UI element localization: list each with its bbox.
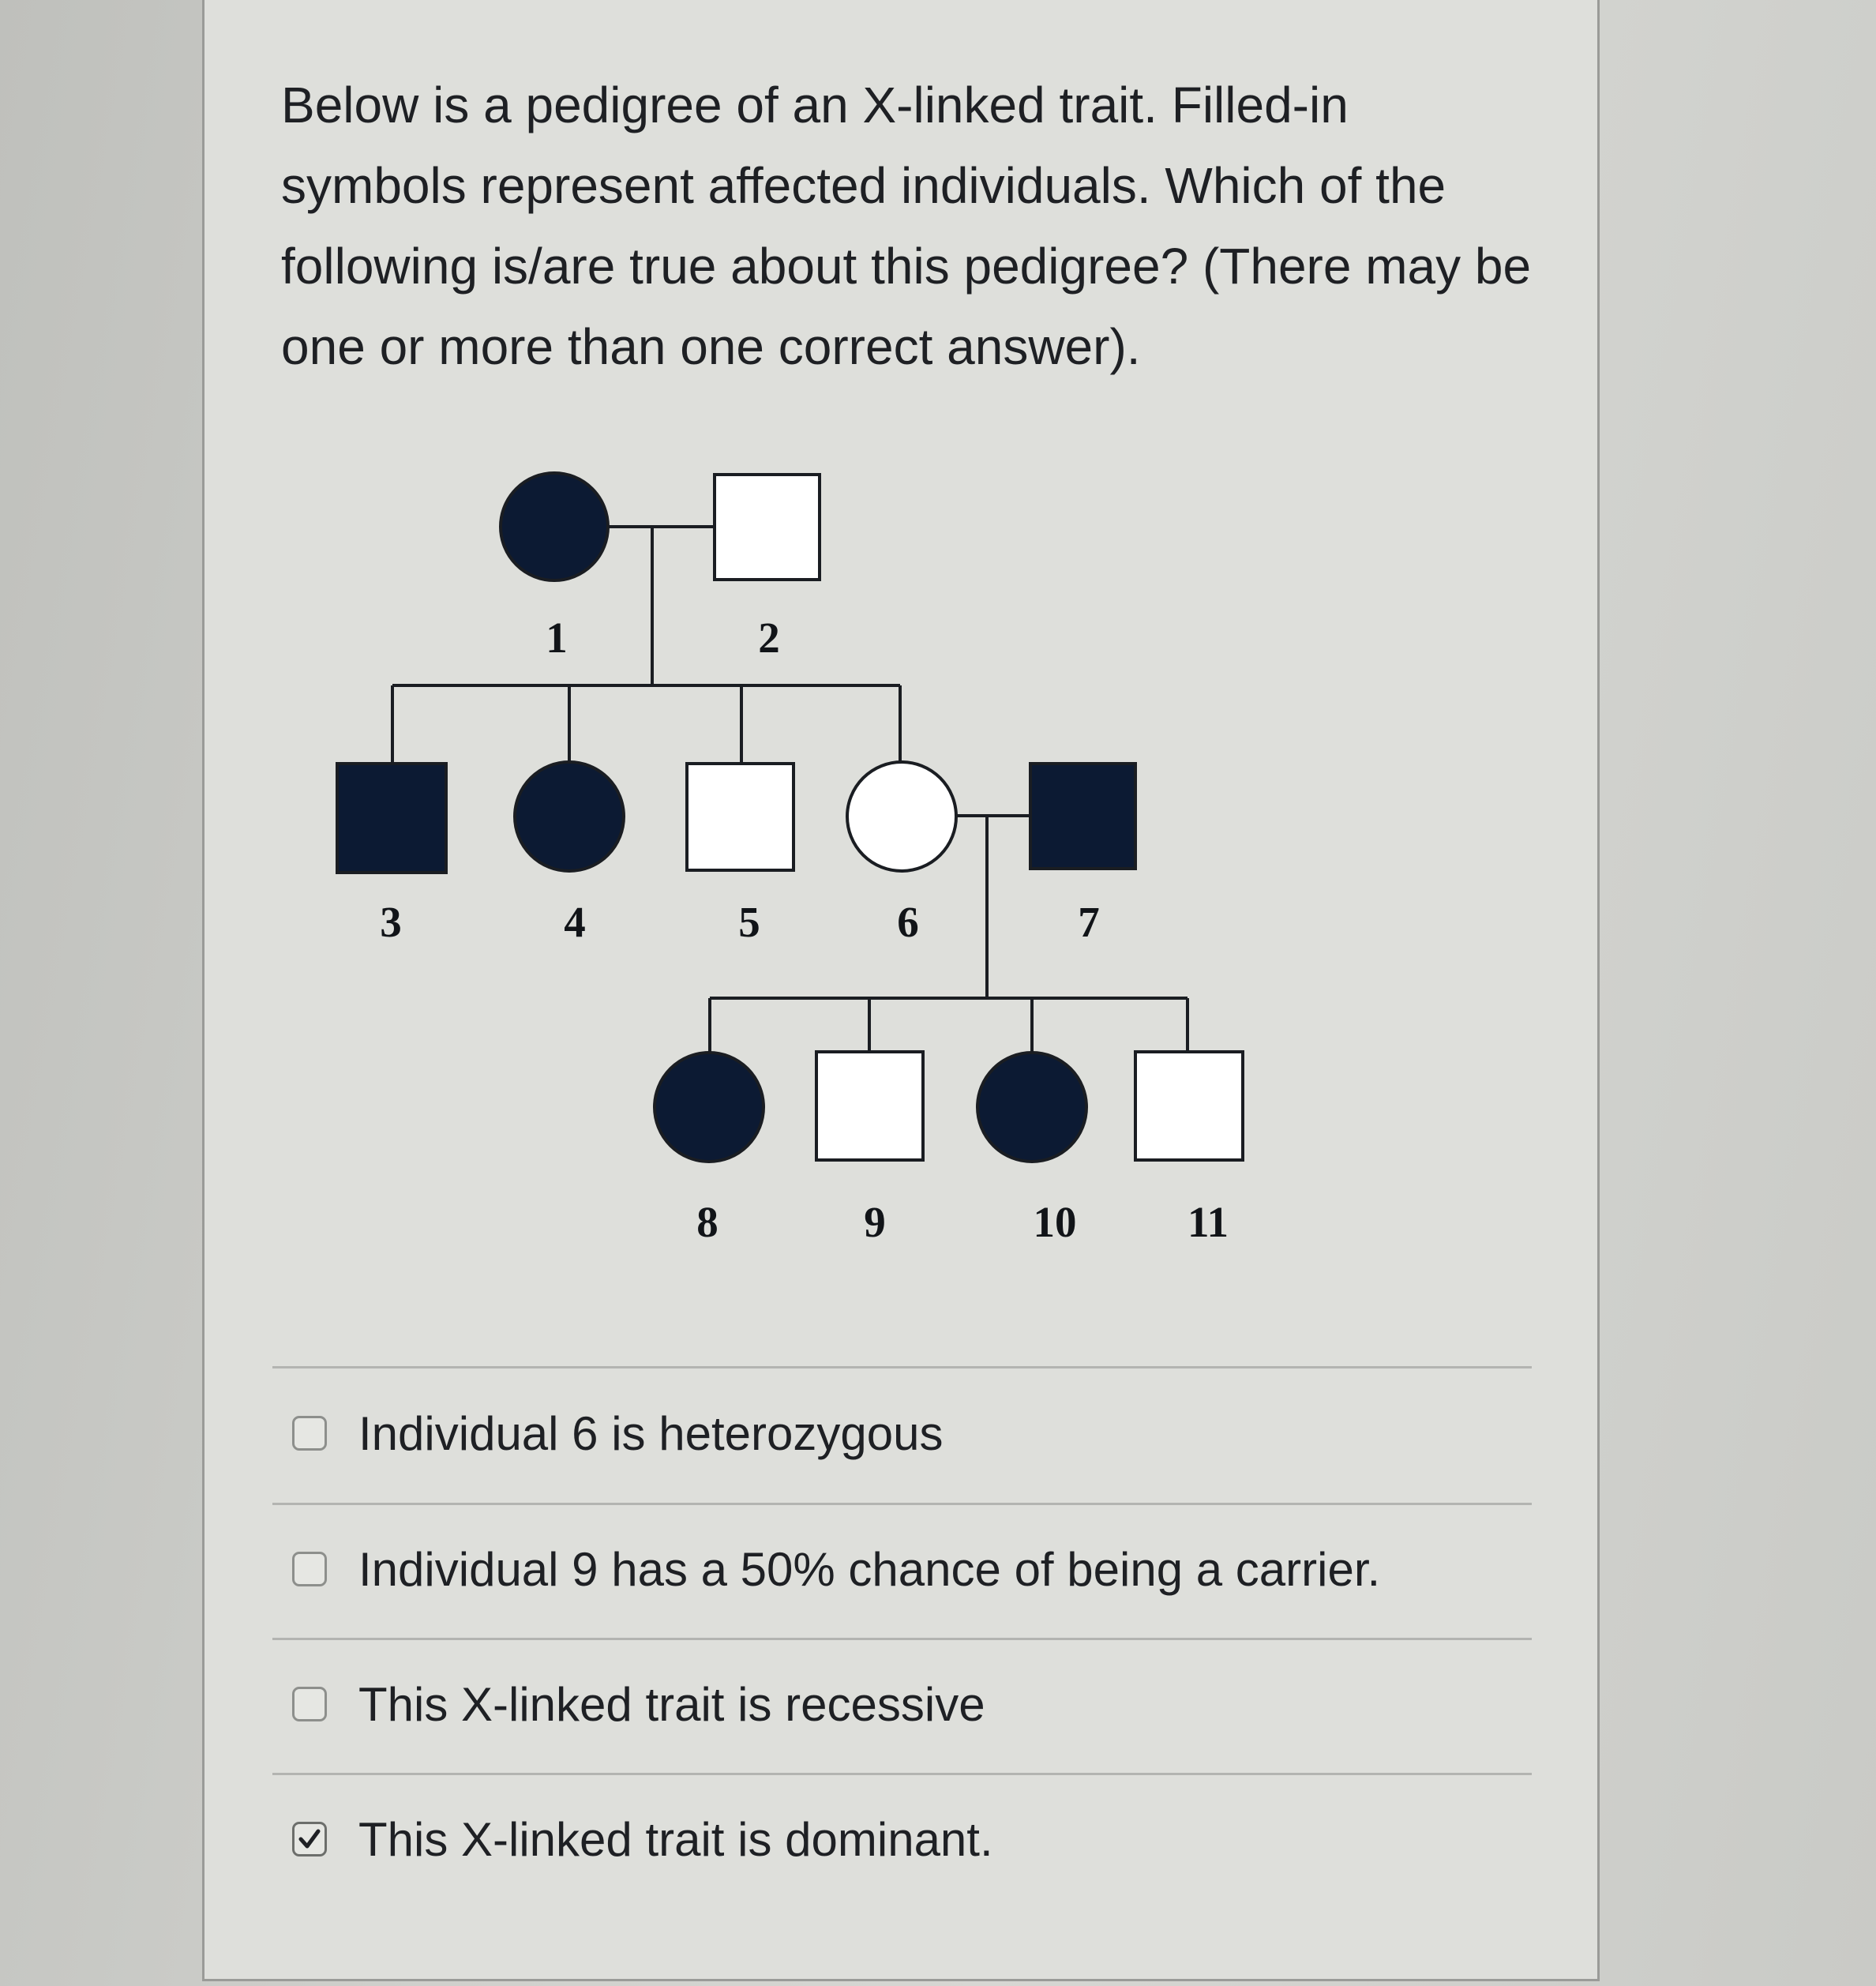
individual-1-symbol bbox=[501, 473, 608, 580]
option-4-checkbox[interactable] bbox=[292, 1822, 327, 1856]
individual-5-label: 5 bbox=[738, 898, 760, 946]
divider-3 bbox=[272, 1773, 1532, 1775]
individual-4-label: 4 bbox=[564, 898, 586, 946]
individual-5-symbol bbox=[687, 764, 794, 870]
individual-11-symbol bbox=[1135, 1052, 1243, 1160]
individual-7-label: 7 bbox=[1078, 898, 1100, 946]
option-2-checkbox[interactable] bbox=[292, 1552, 327, 1586]
individual-2-label: 2 bbox=[758, 614, 780, 662]
individual-6-label: 6 bbox=[897, 898, 919, 946]
option-1-label[interactable]: Individual 6 is heterozygous bbox=[358, 1406, 944, 1460]
option-3[interactable] bbox=[292, 1669, 985, 1740]
individual-3-label: 3 bbox=[380, 898, 402, 946]
option-2[interactable] bbox=[292, 1534, 1380, 1605]
individual-4-symbol bbox=[515, 762, 624, 871]
individual-9-label: 9 bbox=[864, 1198, 886, 1246]
option-4-label[interactable]: This X-linked trait is dominant. bbox=[358, 1812, 993, 1866]
question-text: Below is a pedigree of an X-linked trait. Filled-in symbols represent affected individuals. Which of the following is/are true about this pedigree? (There may be one or more than one correct answer). bbox=[281, 77, 1532, 375]
individual-11-label: 11 bbox=[1188, 1198, 1229, 1246]
option-2-label[interactable]: Individual 9 has a 50% chance of being a carrier. bbox=[358, 1542, 1381, 1596]
individual-9-symbol bbox=[816, 1052, 923, 1160]
divider-1 bbox=[272, 1503, 1532, 1505]
divider-top bbox=[272, 1366, 1532, 1368]
option-4[interactable] bbox=[292, 1804, 993, 1875]
individual-7-symbol bbox=[1030, 764, 1135, 869]
individual-2-symbol bbox=[715, 475, 820, 580]
individual-1-label: 1 bbox=[546, 614, 568, 662]
divider-2 bbox=[272, 1638, 1532, 1640]
option-3-label[interactable]: This X-linked trait is recessive bbox=[358, 1677, 985, 1731]
individual-8-symbol bbox=[655, 1053, 764, 1162]
individual-10-symbol bbox=[977, 1053, 1086, 1162]
individual-10-label: 10 bbox=[1033, 1198, 1077, 1246]
option-3-checkbox[interactable] bbox=[292, 1687, 327, 1721]
individual-8-label: 8 bbox=[696, 1198, 719, 1246]
individual-6-symbol bbox=[847, 762, 956, 871]
checkmark-icon bbox=[298, 1827, 321, 1851]
individual-3-symbol bbox=[337, 764, 446, 873]
option-1-checkbox[interactable] bbox=[292, 1416, 327, 1451]
option-1[interactable] bbox=[292, 1398, 943, 1469]
